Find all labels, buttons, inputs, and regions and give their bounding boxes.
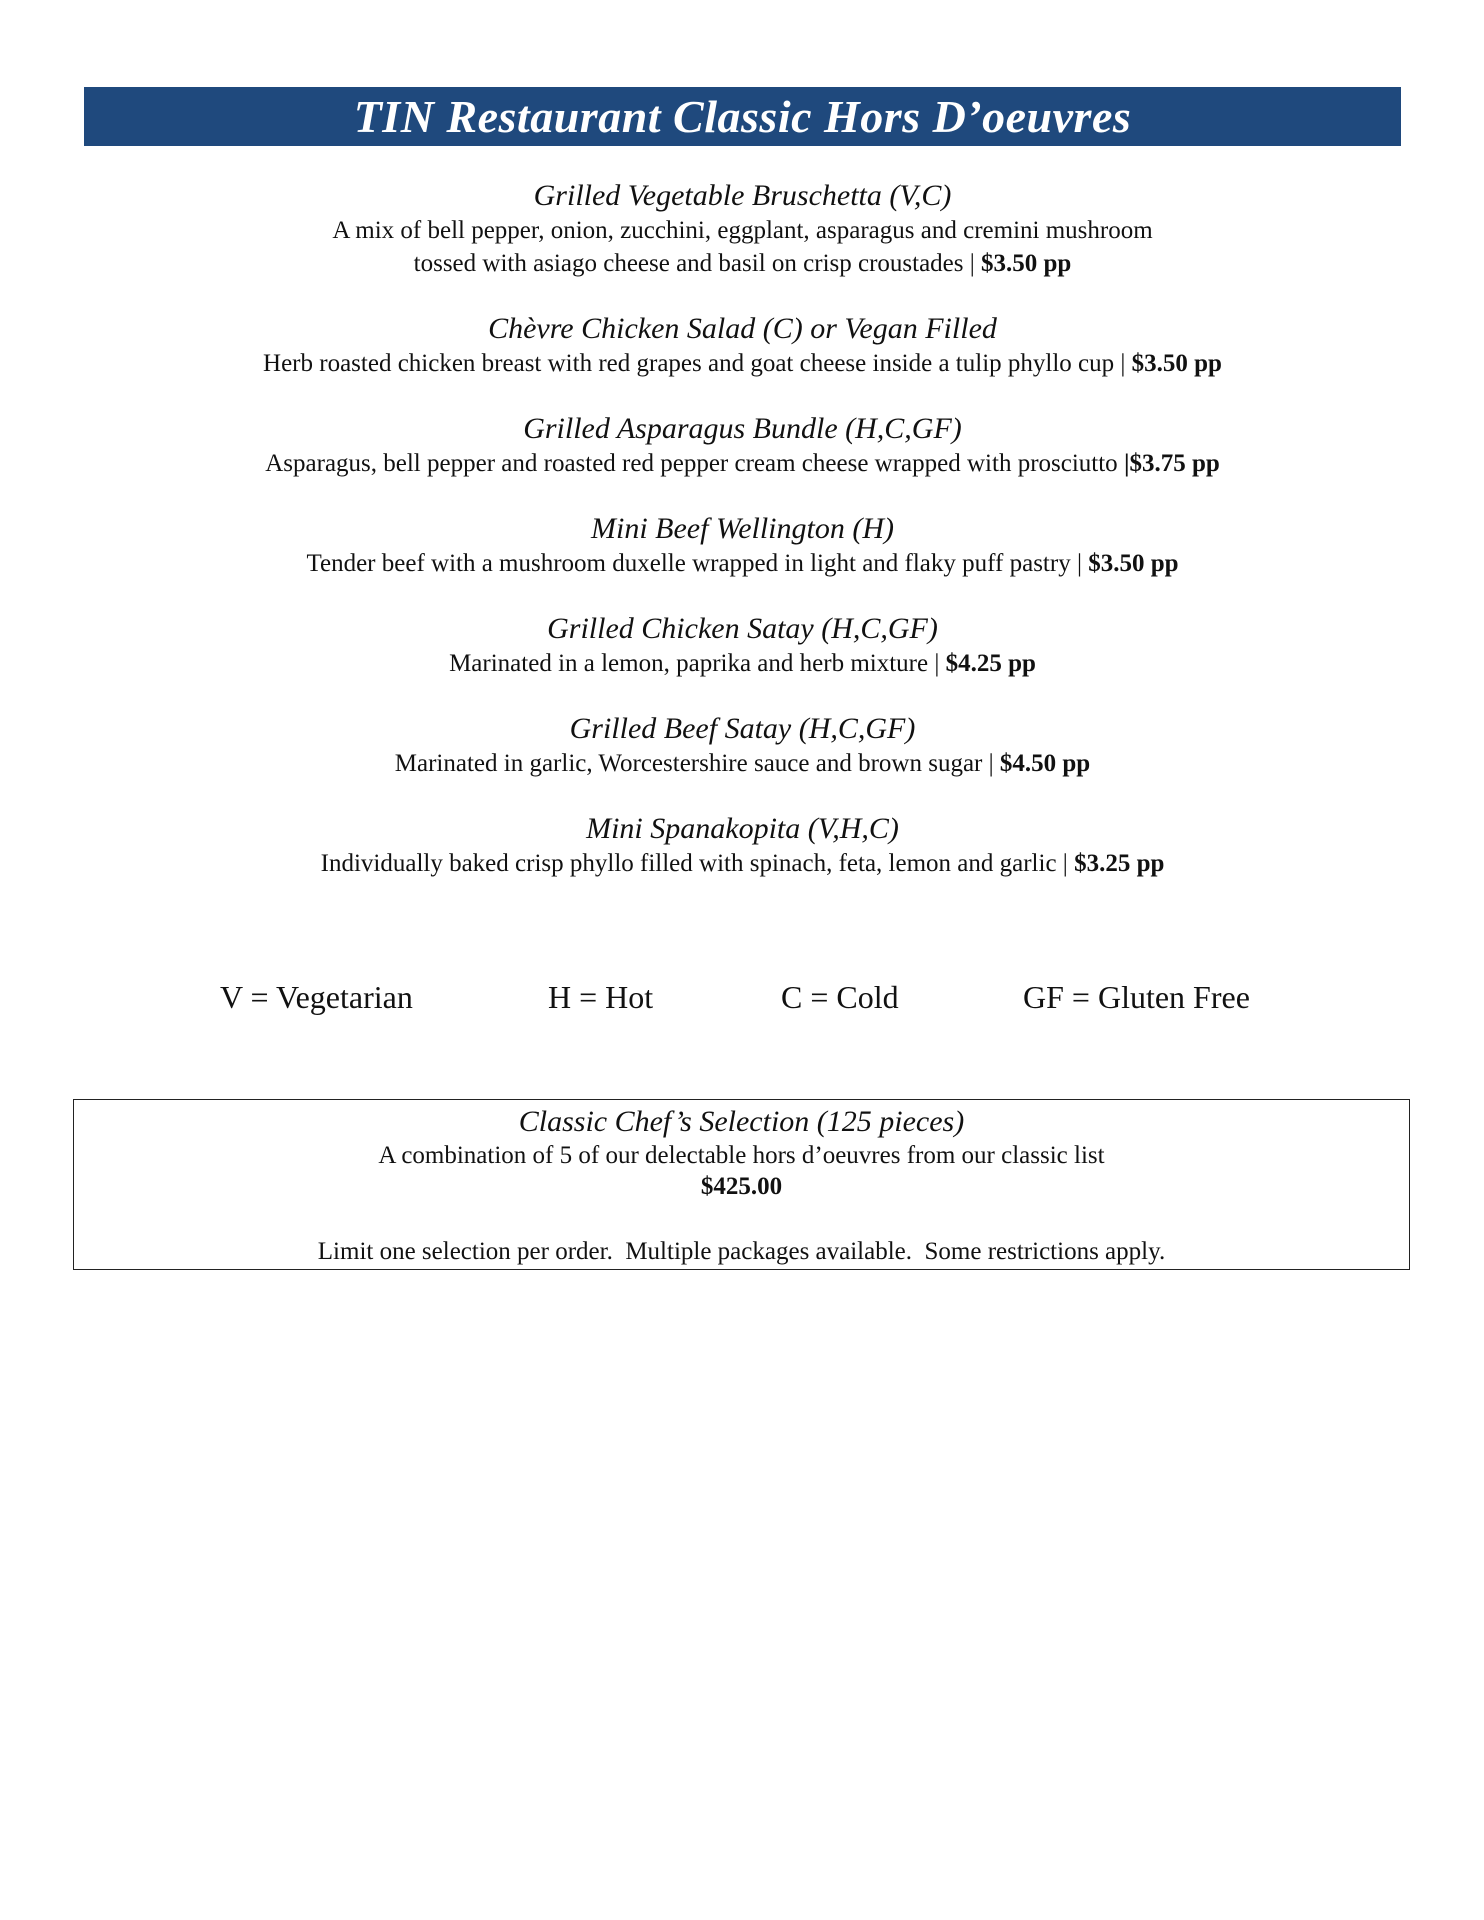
menu-item-description-line: A mix of bell pepper, onion, zucchini, eggplant, asparagus and cremini mushroom <box>332 217 1153 244</box>
menu-item-name: Mini Spanakopita (V,H,C) <box>586 812 899 845</box>
menu-item-description <box>84 647 1401 680</box>
price-separator: | <box>1076 550 1082 577</box>
page-title: TIN Restaurant Classic Hors D’oeuvres <box>353 90 1132 142</box>
legend-cold: C = Cold <box>781 979 899 1015</box>
menu-item <box>84 311 1401 380</box>
menu-item-price: $4.25 pp <box>945 650 1036 677</box>
price-separator: | <box>1120 350 1126 377</box>
menu-item-description-line: tossed with asiago cheese and basil on crisp croustades <box>413 250 964 277</box>
price-separator: | <box>934 650 940 677</box>
menu-item-description <box>84 847 1401 880</box>
menu-item-description-line: Asparagus, bell pepper and roasted red pepper cream cheese wrapped with prosciutto <box>265 450 1118 477</box>
legend-vegetarian: V = Vegetarian <box>220 979 413 1015</box>
menu-item-name: Grilled Asparagus Bundle (H,C,GF) <box>523 412 962 445</box>
chef-selection-price: $425.00 <box>700 1173 783 1200</box>
price-separator: | <box>1123 450 1130 477</box>
menu-item-description <box>84 747 1401 780</box>
menu-item <box>84 811 1401 880</box>
menu-item-description-line: Tender beef with a mushroom duxelle wrapped in light and flaky puff pastry <box>306 550 1071 577</box>
menu-item <box>84 611 1401 680</box>
menu-item-description <box>84 214 1401 280</box>
chef-selection-description: A combination of 5 of our delectable hors d’oeuvres from our classic list <box>378 1142 1105 1169</box>
title-banner <box>84 87 1401 146</box>
price-separator: | <box>988 750 994 777</box>
menu-item <box>84 511 1401 580</box>
menu-item-name: Grilled Chicken Satay (H,C,GF) <box>547 612 938 645</box>
menu-item-price: $3.25 pp <box>1074 850 1165 877</box>
menu-item-description <box>84 447 1401 480</box>
menu-item-description-line: Herb roasted chicken breast with red grapes and goat cheese inside a tulip phyllo cup <box>263 350 1115 377</box>
menu-item-description-line: Marinated in a lemon, paprika and herb mixture <box>449 650 929 677</box>
menu-item-price: $3.50 pp <box>1131 350 1222 377</box>
menu-item-price: $3.50 pp <box>1088 550 1179 577</box>
menu-item-name: Grilled Beef Satay (H,C,GF) <box>569 712 916 745</box>
chef-selection-box <box>73 1099 1410 1270</box>
chef-selection-title: Classic Chef’s Selection (125 pieces) <box>518 1105 965 1138</box>
menu-item-name: Mini Beef Wellington (H) <box>591 512 894 545</box>
menu-item-description <box>84 547 1401 580</box>
legend-hot: H = Hot <box>548 979 654 1015</box>
legend-gluten-free: GF = Gluten Free <box>1023 979 1250 1015</box>
menu-item-price: $4.50 pp <box>999 750 1091 777</box>
menu-item-price: $3.50 pp <box>981 250 1072 277</box>
menu-item-description <box>84 347 1401 380</box>
menu-item-description-line: Marinated in garlic, Worcestershire sauce and brown sugar <box>394 750 983 777</box>
menu-item-description-line: Individually baked crisp phyllo filled with spinach, feta, lemon and garlic <box>320 850 1057 877</box>
dietary-legend <box>0 979 1484 1023</box>
menu-item-price: $3.75 pp <box>1129 450 1220 477</box>
price-separator: | <box>1062 850 1068 877</box>
chef-selection-note: Limit one selection per order. Multiple packages available. Some restrictions apply. <box>317 1238 1166 1265</box>
menu-item <box>84 711 1401 780</box>
menu-item-name: Chèvre Chicken Salad (C) or Vegan Filled <box>488 312 997 345</box>
menu-item <box>84 178 1401 280</box>
price-separator: | <box>969 250 975 277</box>
menu-item <box>84 411 1401 480</box>
menu-item-name: Grilled Vegetable Bruschetta (V,C) <box>533 179 952 212</box>
menu-list <box>84 178 1401 911</box>
